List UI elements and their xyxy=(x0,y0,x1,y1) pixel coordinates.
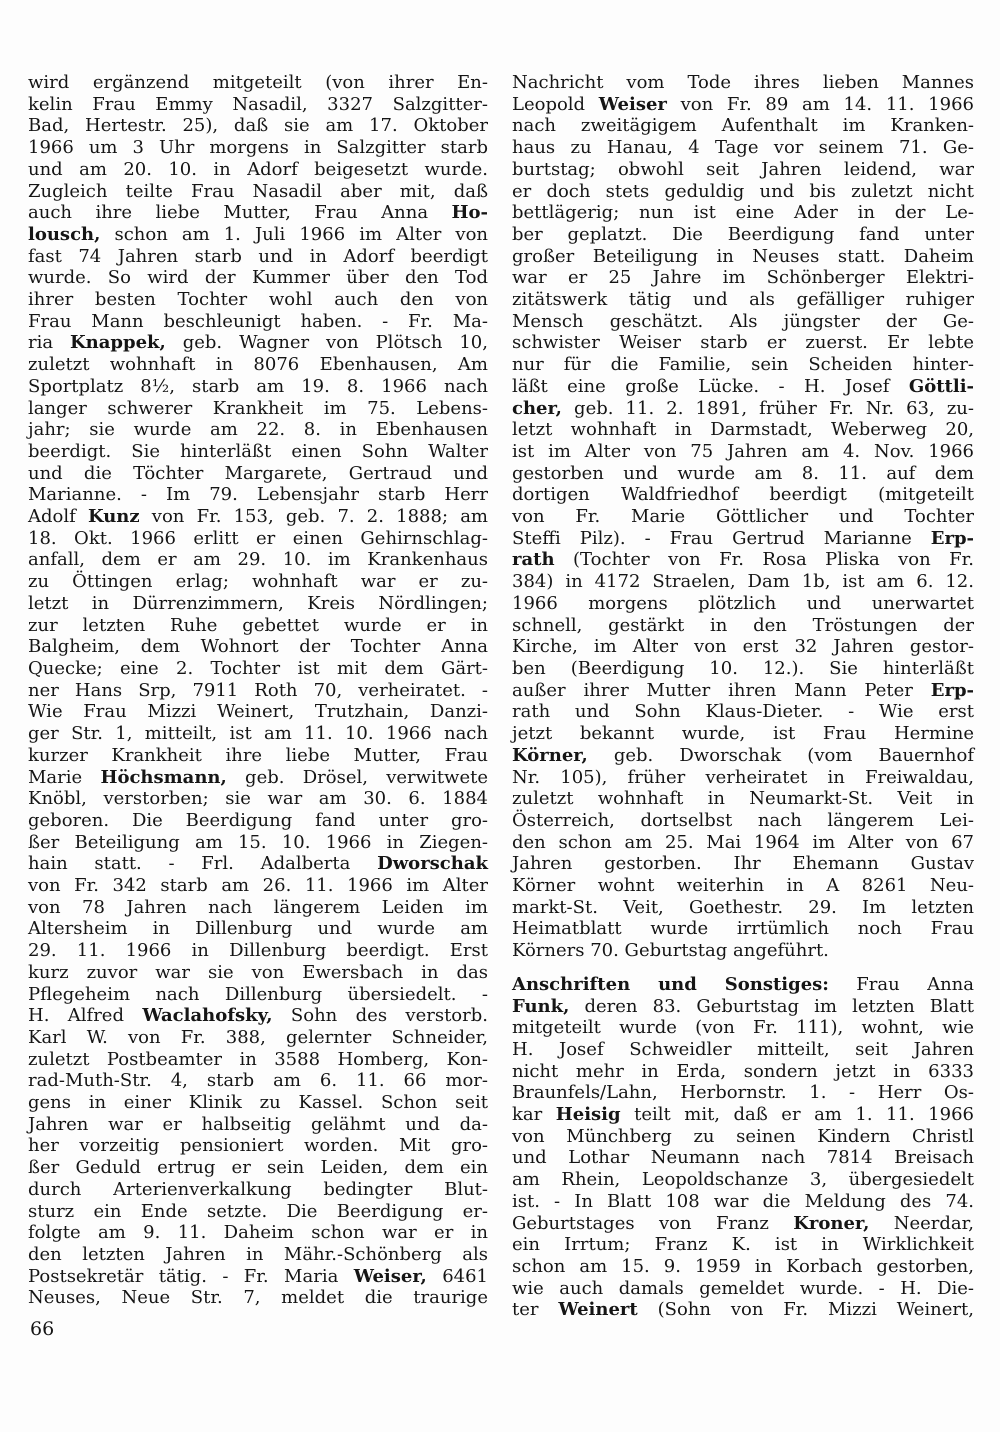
text-line: rath (Tochter von Fr. Rosa Pliska von Fr. xyxy=(512,549,974,571)
text-line: am Rhein, Leopoldschanze 3, übergesiedelt xyxy=(512,1169,974,1191)
bold-name: Dworschak xyxy=(377,853,488,875)
text-line: Körner, geb. Dworschak (vom Bauernhof xyxy=(512,744,974,766)
text-line: Steffi Pilz). - Frau Gertrud Marianne Erp- xyxy=(512,527,974,549)
text-line: ihrer besten Tochter wohl auch den von xyxy=(28,289,488,311)
text-line: zuletzt Postbeamter in 3588 Homberg, Kon- xyxy=(28,1048,488,1070)
bold-name: Weinert xyxy=(558,1299,638,1321)
text-line: gestorben und wurde am 8. 11. auf dem xyxy=(512,462,974,484)
text-line: wie auch damals gemeldet wurde. - H. Die- xyxy=(512,1277,974,1299)
text-line: ner Hans Srp, 7911 Roth 70, verheiratet. - xyxy=(28,679,488,701)
text-line: durch Arterienverkalkung bedingter Blut- xyxy=(28,1178,488,1200)
text-line: auch ihre liebe Mutter, Frau Anna Ho- xyxy=(28,202,488,224)
text-line: schnell, gestärkt in den Tröstungen der xyxy=(512,614,974,636)
text-line: zu Öttingen erlag; wohnhaft war er zu- xyxy=(28,571,488,593)
text-line: Funk, deren 83. Geburtstag im letzten Blatt xyxy=(512,995,974,1017)
text-line: Körners 70. Geburtstag angeführt. xyxy=(512,940,829,962)
bold-name: Höchsmann, xyxy=(100,766,227,788)
text-line: beerdigt. Sie hinterläßt einen Sohn Walter xyxy=(28,440,488,462)
text-line: Jahren gestorben. Ihr Ehemann Gustav xyxy=(512,853,974,875)
text-line: großer Beteiligung in Neuses statt. Daheim xyxy=(512,245,974,267)
text-line: ßer Geduld ertrug er sein Leiden, dem ein xyxy=(28,1157,488,1179)
text-line: und Lothar Neumann nach 7814 Breisach xyxy=(512,1147,974,1169)
text-line: nach zweitägigem Aufenthalt im Kranken- xyxy=(512,115,974,137)
text-line: bettlägerig; nun ist eine Ader in der Le- xyxy=(512,202,974,224)
bold-name: rath xyxy=(512,549,555,571)
text-line: Jahren war er halbseitig gelähmt und da- xyxy=(28,1113,488,1135)
bold-name: cher, xyxy=(512,397,562,419)
text-line: langer schwerer Krankheit im 75. Lebens- xyxy=(28,397,488,419)
bold-name: Erp- xyxy=(930,527,974,549)
text-line: lousch, schon am 1. Juli 1966 im Alter von xyxy=(28,223,488,245)
text-line: kurz zuvor war sie von Ewersbach in das xyxy=(28,961,488,983)
text-line: ger Str. 1, mitteilt, ist am 11. 10. 1966 nach xyxy=(28,723,488,745)
text-line: geboren. Die Beerdigung fand unter gro- xyxy=(28,809,488,831)
text-line: Wie Frau Mizzi Weinert, Trutzhain, Danzi- xyxy=(28,701,488,723)
text-line: Marie Höchsmann, geb. Drösel, verwitwete xyxy=(28,766,488,788)
text-line: von 78 Jahren nach längerem Leiden im xyxy=(28,896,488,918)
bold-name: Anschriften und Sonstiges: xyxy=(512,973,829,995)
obituary-paragraph xyxy=(512,72,974,962)
text-line: haus zu Hanau, 4 Tage vor seinem 71. Ge- xyxy=(512,137,974,159)
text-line: läßt eine große Lücke. - H. Josef Göttli- xyxy=(512,375,974,397)
text-line: kurzer Krankheit ihre liebe Mutter, Frau xyxy=(28,744,488,766)
text-line: ist. - In Blatt 108 war die Meldung des 74. xyxy=(512,1190,974,1212)
page-number: 66 xyxy=(30,1318,55,1340)
text-line: gens in einer Klinik zu Kassel. Schon seit xyxy=(28,1092,488,1114)
text-line: Geburtstages von Franz Kroner, Neerdar, xyxy=(512,1212,974,1234)
text-line: Postsekretär tätig. - Fr. Maria Weiser, 6461 xyxy=(28,1265,489,1287)
text-line: von Münchberg zu seinen Kindern Christl xyxy=(512,1125,974,1147)
text-line: Altersheim in Dillenburg und wurde am xyxy=(28,918,488,940)
text-line: zuletzt wohnhaft in Neumarkt-St. Veit in xyxy=(512,788,974,810)
text-line: und die Töchter Margarete, Gertraud und xyxy=(28,462,488,484)
text-line: Österreich, dortselbst nach längerem Lei- xyxy=(512,809,974,831)
text-line: von Fr. 342 starb am 26. 11. 1966 im Alter xyxy=(28,875,488,897)
text-line: Bad, Hertestr. 25), daß sie am 17. Oktober xyxy=(28,115,488,137)
bold-name: lousch, xyxy=(28,223,101,245)
text-line: schon am 15. 9. 1959 in Korbach gestorben, xyxy=(512,1255,974,1277)
text-line: Marianne. - Im 79. Lebensjahr starb Herr xyxy=(28,484,488,506)
text-line: sturz ein Ende setzte. Die Beerdigung er- xyxy=(28,1200,488,1222)
text-line: Anschriften und Sonstiges: Frau Anna xyxy=(512,973,975,995)
bold-name: Kroner, xyxy=(793,1212,870,1234)
left-column xyxy=(28,72,488,1309)
text-line: Frau Mann beschleunigt haben. - Fr. Ma- xyxy=(28,310,488,332)
text-line: außer ihrer Mutter ihren Mann Peter Erp- xyxy=(512,679,974,701)
text-line: rath und Sohn Klaus-Dieter. - Wie erst xyxy=(512,701,974,723)
text-line: H. Alfred Waclahofsky, Sohn des verstorb. xyxy=(28,1005,488,1027)
text-line: ist im Alter von 75 Jahren am 4. Nov. 1966 xyxy=(512,440,974,462)
text-line: nicht mehr in Erda, sondern jetzt in 6333 xyxy=(512,1060,974,1082)
text-line: 1966 um 3 Uhr morgens in Salzgitter starb xyxy=(28,137,488,159)
text-line: zitätswerk tätig und als gefälliger ruhiger xyxy=(512,289,974,311)
text-line: er doch stets geduldig und bis zuletzt nicht xyxy=(512,180,974,202)
text-line: Quecke; eine 2. Tochter ist mit dem Gärt- xyxy=(28,657,488,679)
text-line: ria Knappek, geb. Wagner von Plötsch 10, xyxy=(28,332,488,354)
text-line: anfall, dem er am 29. 10. im Krankenhaus xyxy=(28,549,488,571)
text-line: Zugleich teilte Frau Nasadil aber mit, daß xyxy=(28,180,488,202)
right-column xyxy=(512,72,974,1321)
text-line: zur letzten Ruhe gebettet wurde er in xyxy=(28,614,488,636)
text-line: von Fr. Marie Göttlicher und Tochter xyxy=(512,506,974,528)
text-line: her vorzeitig pensioniert worden. Mit gro- xyxy=(28,1135,488,1157)
text-line: jetzt bekannt wurde, ist Frau Hermine xyxy=(512,723,974,745)
text-line: Körner wohnt weiterhin in A 8261 Neu- xyxy=(512,875,974,897)
text-line: Kirche, im Alter von erst 32 Jahren gestor- xyxy=(512,636,974,658)
bold-name: Knappek, xyxy=(70,332,166,354)
text-line: Heimatblatt wurde irrtümlich noch Frau xyxy=(512,918,974,940)
bold-name: Weiser xyxy=(598,93,667,115)
text-line: den schon am 25. Mai 1964 im Alter von 67 xyxy=(512,831,974,853)
text-line: burtstag; obwohl seit Jahren leidend, war xyxy=(512,158,974,180)
text-line: Braunfels/Lahn, Herbornstr. 1. - Herr Os- xyxy=(512,1082,974,1104)
text-line: jahr; sie wurde am 22. 8. in Ebenhausen xyxy=(28,419,488,441)
text-line: ber geplatzt. Die Beerdigung fand unter xyxy=(512,223,974,245)
bold-name: Erp- xyxy=(930,679,974,701)
text-line: letzt in Dürrenzimmern, Kreis Nördlingen; xyxy=(28,592,488,614)
text-line: Neuses, Neue Str. 7, meldet die traurige xyxy=(28,1287,488,1309)
text-line: folgte am 9. 11. Daheim schon war er in xyxy=(28,1222,488,1244)
text-line: ter Weinert (Sohn von Fr. Mizzi Weinert, xyxy=(512,1299,974,1321)
text-line: Nr. 105), früher verheiratet in Freiwaldau, xyxy=(512,766,974,788)
text-line: ben (Beerdigung 10. 12.). Sie hinterläßt xyxy=(512,657,974,679)
text-line: Pflegeheim nach Dillenburg übersiedelt. - xyxy=(28,983,488,1005)
bold-name: Weiser, xyxy=(353,1265,427,1287)
text-line: letzt wohnhaft in Darmstadt, Weberweg 20, xyxy=(512,419,974,441)
text-line: war er 25 Jahre im Schönberger Elektri- xyxy=(512,267,974,289)
bold-name: Ho- xyxy=(451,202,488,224)
text-line: Adolf Kunz von Fr. 153, geb. 7. 2. 1888; am xyxy=(28,506,489,528)
text-line: 384) in 4172 Straelen, Dam 1b, ist am 6. 12. xyxy=(512,571,974,593)
text-line: Nachricht vom Tode ihres lieben Mannes xyxy=(512,72,974,93)
text-line: dortigen Waldfriedhof beerdigt (mitgeteilt xyxy=(512,484,974,506)
text-line: Knöbl, verstorben; sie war am 30. 6. 1884 xyxy=(28,788,488,810)
text-line: Balgheim, dem Wohnort der Tochter Anna xyxy=(28,636,488,658)
text-line: 29. 11. 1966 in Dillenburg beerdigt. Erst xyxy=(28,940,488,962)
text-line: Karl W. von Fr. 388, gelernter Schneider, xyxy=(28,1026,488,1048)
text-line: 1966 morgens plötzlich und unerwartet xyxy=(512,592,974,614)
text-line: schwister Weiser starb er zuerst. Er lebte xyxy=(512,332,974,354)
text-line: ein Irrtum; Franz K. ist in Wirklichkeit xyxy=(512,1234,974,1256)
text-line: markt-St. Veit, Goethestr. 29. Im letzten xyxy=(512,896,974,918)
bold-name: Körner, xyxy=(512,744,588,766)
text-line: nur für die Familie, sein Scheiden hinter- xyxy=(512,354,974,376)
text-line: hain statt. - Frl. Adalberta Dworschak xyxy=(28,853,488,875)
bold-name: Göttli- xyxy=(908,375,974,397)
text-line: mitgeteilt wurde (von Fr. 111), wohnt, wie xyxy=(512,1017,974,1039)
text-line: kar Heisig teilt mit, daß er am 1. 11. 1966 xyxy=(512,1104,974,1126)
bold-name: Funk, xyxy=(512,995,570,1017)
text-line: ßer Beteiligung am 15. 10. 1966 in Ziegen- xyxy=(28,831,488,853)
text-line: H. Josef Schweidler mitteilt, seit Jahren xyxy=(512,1038,974,1060)
addresses-paragraph xyxy=(512,974,974,1321)
text-line: Sportplatz 8½, starb am 19. 8. 1966 nach xyxy=(28,375,488,397)
text-line: Leopold Weiser von Fr. 89 am 14. 11. 1966 xyxy=(512,93,974,115)
paragraph-gap xyxy=(512,962,974,974)
bold-name: Waclahofsky, xyxy=(142,1005,273,1027)
text-line: 18. Okt. 1966 erlitt er einen Gehirnschlag- xyxy=(28,527,488,549)
text-line: Mensch geschätzt. Als jüngster der Ge- xyxy=(512,310,974,332)
text-line: fast 74 Jahren starb und in Adorf beerdigt xyxy=(28,245,488,267)
bold-name: Kunz xyxy=(87,506,140,528)
bold-name: Heisig xyxy=(555,1104,621,1126)
text-line: kelin Frau Emmy Nasadil, 3327 Salzgitter- xyxy=(28,93,488,115)
text-line: den letzten Jahren in Mähr.-Schönberg als xyxy=(28,1243,488,1265)
text-line: wurde. So wird der Kummer über den Tod xyxy=(28,267,488,289)
text-line: rad-Muth-Str. 4, starb am 6. 11. 66 mor- xyxy=(28,1070,488,1092)
text-line: cher, geb. 11. 2. 1891, früher Fr. Nr. 63, zu- xyxy=(512,397,974,419)
text-line: und am 20. 10. in Adorf beigesetzt wurde. xyxy=(28,158,488,180)
text-line: zuletzt wohnhaft in 8076 Ebenhausen, Am xyxy=(28,354,488,376)
text-line: wird ergänzend mitgeteilt (von ihrer En- xyxy=(28,72,488,93)
